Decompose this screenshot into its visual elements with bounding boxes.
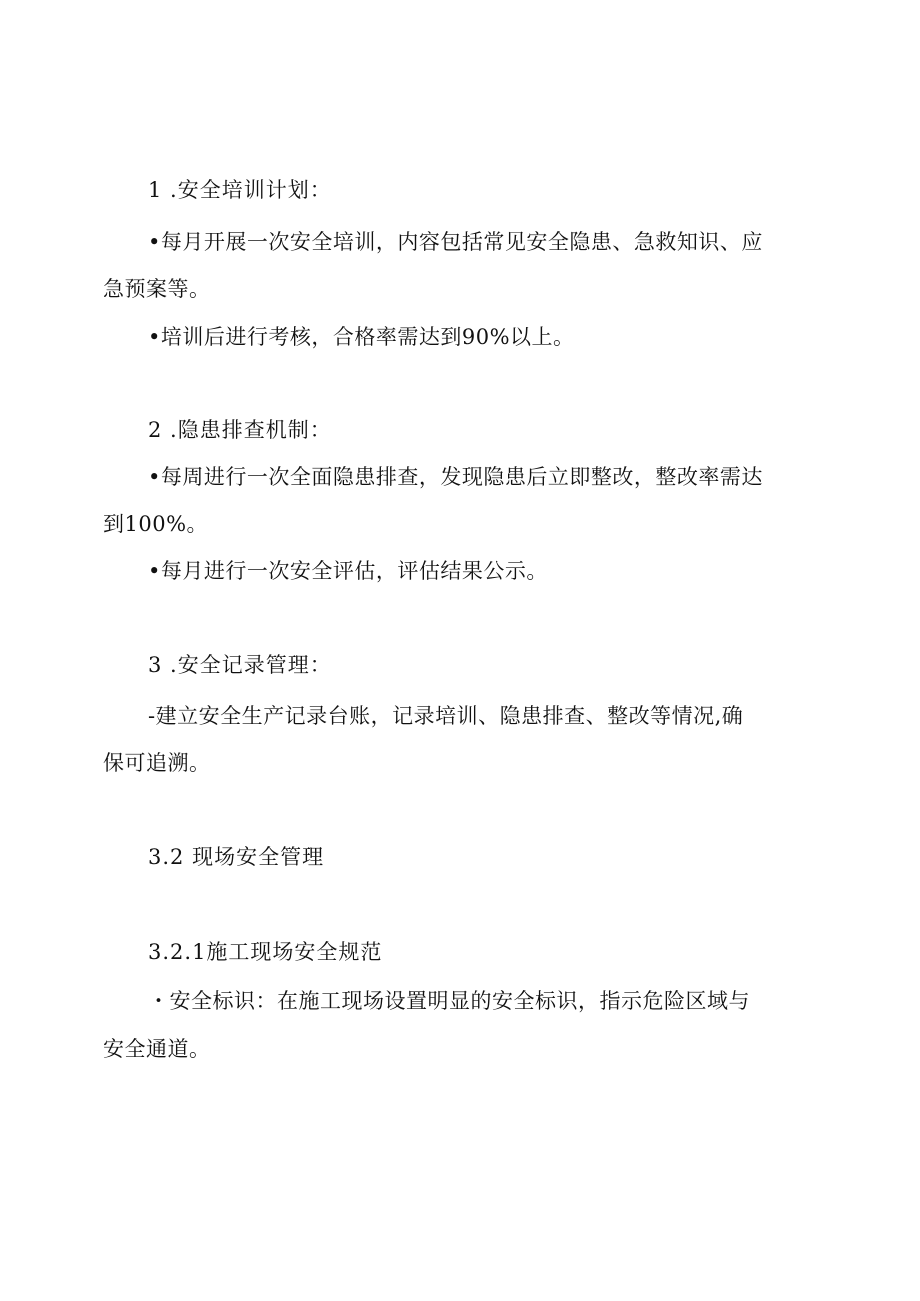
section-heading-safety-records: 3 .安全记录管理： <box>148 653 332 677</box>
paragraph-line: 安全通道。 <box>103 1037 211 1061</box>
paragraph-line: •每月开展一次安全培训，内容包括常见安全隐患、急救知识、应 <box>148 230 763 254</box>
section-heading-site-safety-management: 3.2 现场安全管理 <box>148 845 325 869</box>
section-heading-training-plan: 1 .安全培训计划： <box>148 178 332 202</box>
paragraph-line: 到100%。 <box>103 512 209 536</box>
paragraph-line: ・安全标识：在施工现场设置明显的安全标识，指示危险区域与 <box>148 989 750 1013</box>
paragraph-line: 保可追溯。 <box>103 751 211 775</box>
paragraph-line: 急预案等。 <box>103 277 211 301</box>
section-heading-site-safety-rules: 3.2.1施工现场安全规范 <box>148 940 383 964</box>
paragraph-line: •培训后进行考核，合格率需达到90%以上。 <box>148 325 575 349</box>
paragraph-line: -建立安全生产记录台账，记录培训、隐患排查、整改等情况,确 <box>148 704 744 728</box>
section-heading-hazard-inspection: 2 .隐患排查机制： <box>148 418 332 442</box>
paragraph-line: •每周进行一次全面隐患排查，发现隐患后立即整改，整改率需达 <box>148 465 763 489</box>
paragraph-line: •每月进行一次安全评估，评估结果公示。 <box>148 559 548 583</box>
